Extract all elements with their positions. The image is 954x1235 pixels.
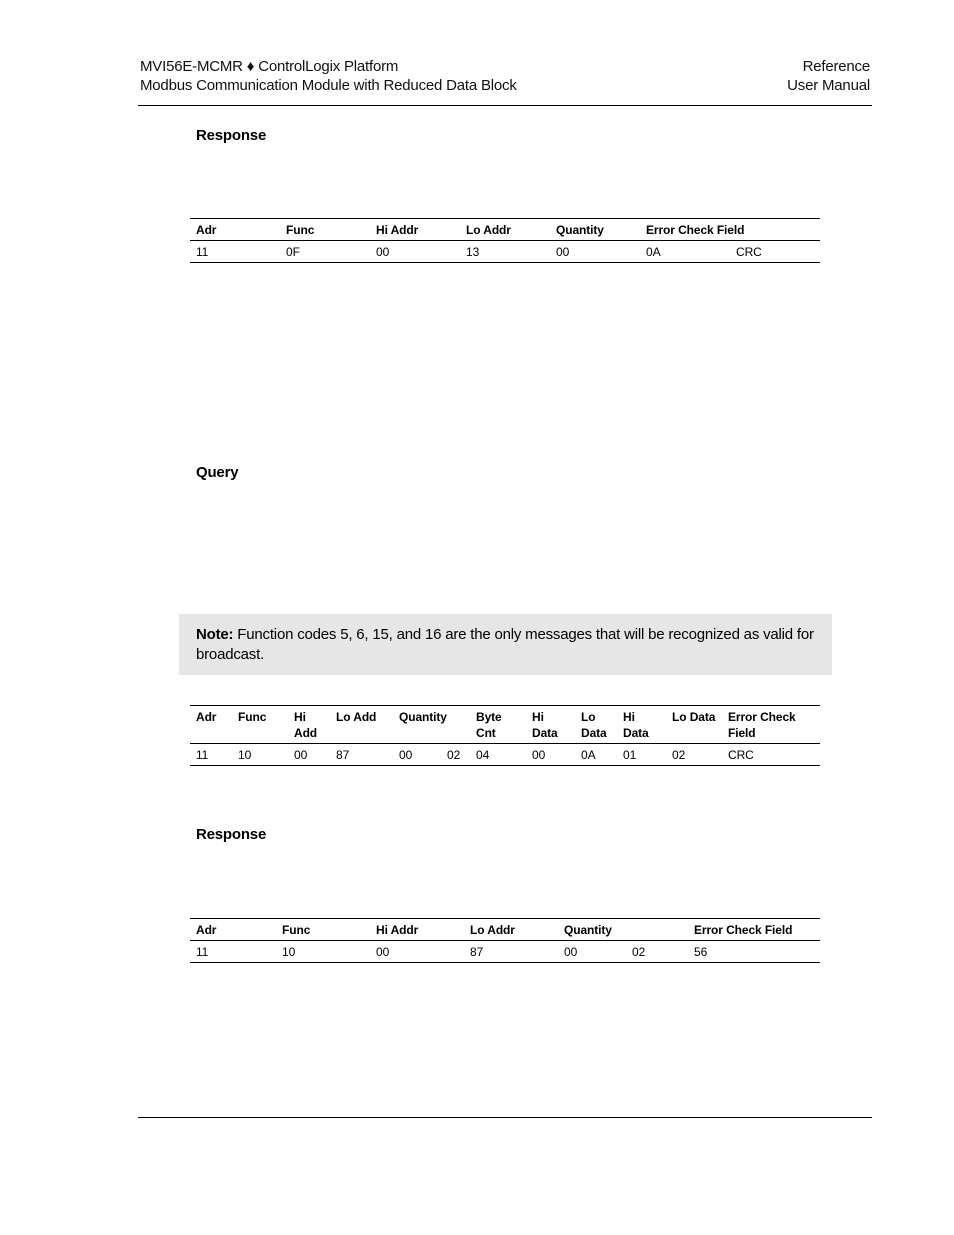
header-text: Error Check Field: [728, 710, 796, 740]
table-row: [190, 941, 820, 963]
col-error-check: Error Check Field: [646, 223, 745, 237]
header-divider: [138, 105, 872, 106]
col-hi-addr: Hi Addr: [376, 223, 419, 237]
col-adr: Adr: [196, 923, 217, 937]
col-quantity: Quantity: [399, 710, 447, 724]
col-adr: Adr: [196, 710, 217, 724]
section-heading-query: Query: [196, 464, 239, 481]
table-row: [190, 744, 820, 766]
cell: 00: [556, 245, 570, 259]
header-text: Lo Data: [581, 710, 607, 740]
cell: 11: [196, 945, 209, 959]
cell: 02: [447, 748, 461, 762]
cell: 13: [466, 245, 480, 259]
header-text: Hi Data: [532, 710, 558, 740]
col-quantity: Quantity: [564, 923, 612, 937]
cell: 0F: [286, 245, 300, 259]
col-quantity: Quantity: [556, 223, 604, 237]
header-product-title: MVI56E-MCMR ♦ ControlLogix Platform: [140, 58, 399, 75]
cell: 10: [238, 748, 252, 762]
cell: 00: [376, 245, 390, 259]
header-manual-name: User Manual: [787, 77, 870, 94]
col-hi-addr: Hi Addr: [376, 923, 419, 937]
cell: 87: [470, 945, 484, 959]
header-text: Byte Cnt: [476, 710, 502, 740]
table-row: [190, 241, 820, 263]
cell: CRC: [736, 245, 762, 259]
col-error-check: [722, 706, 820, 744]
col-lo-addr: Lo Addr: [470, 923, 515, 937]
col-adr: Adr: [196, 223, 217, 237]
note-label: Note:: [196, 626, 234, 643]
cell: 00: [564, 945, 578, 959]
cell: 00: [532, 748, 546, 762]
col-func: Func: [282, 923, 311, 937]
cell: 0A: [646, 245, 661, 259]
section-heading-response-2: Response: [196, 826, 267, 843]
section-heading-response-1: Response: [196, 127, 267, 144]
col-hi-data-1: [526, 706, 575, 744]
table-header-row: [190, 919, 820, 941]
document-header-right: [787, 57, 870, 95]
header-section-name: Reference: [802, 58, 870, 75]
cell: 01: [623, 748, 637, 762]
cell: 02: [632, 945, 646, 959]
cell: 11: [196, 748, 209, 762]
col-error-check: Error Check Field: [694, 923, 793, 937]
table-header-row: [190, 219, 820, 241]
document-header-left: [140, 57, 517, 95]
col-lo-add: Lo Add: [336, 710, 377, 724]
cell: 0A: [581, 748, 596, 762]
response-table-2: [190, 918, 820, 963]
col-hi-data-2: [617, 706, 666, 744]
cell: 10: [282, 945, 296, 959]
header-text: Hi Add: [294, 710, 318, 740]
cell: 11: [196, 245, 209, 259]
response-table-1: [190, 218, 820, 263]
col-hi-add: [288, 706, 330, 744]
cell: 56: [694, 945, 708, 959]
footer-divider: [138, 1117, 872, 1118]
cell: 00: [376, 945, 390, 959]
col-lo-addr: Lo Addr: [466, 223, 511, 237]
cell: 02: [672, 748, 686, 762]
table-header-row: [190, 706, 820, 744]
cell: 04: [476, 748, 490, 762]
cell: CRC: [728, 748, 754, 762]
col-byte-cnt: [470, 706, 526, 744]
col-func: Func: [286, 223, 315, 237]
cell: 00: [399, 748, 413, 762]
note-box: [179, 614, 832, 675]
cell: 87: [336, 748, 350, 762]
col-lo-data-2: Lo Data: [672, 710, 716, 724]
header-text: Hi Data: [623, 710, 649, 740]
note-text: Function codes 5, 6, 15, and 16 are the only messages that will be recognized as valid for broadcast.: [196, 626, 814, 663]
cell: 00: [294, 748, 308, 762]
col-lo-data-1: [575, 706, 617, 744]
query-table: [190, 705, 820, 766]
header-product-subtitle: Modbus Communication Module with Reduced Data Block: [140, 77, 517, 94]
col-func: Func: [238, 710, 267, 724]
